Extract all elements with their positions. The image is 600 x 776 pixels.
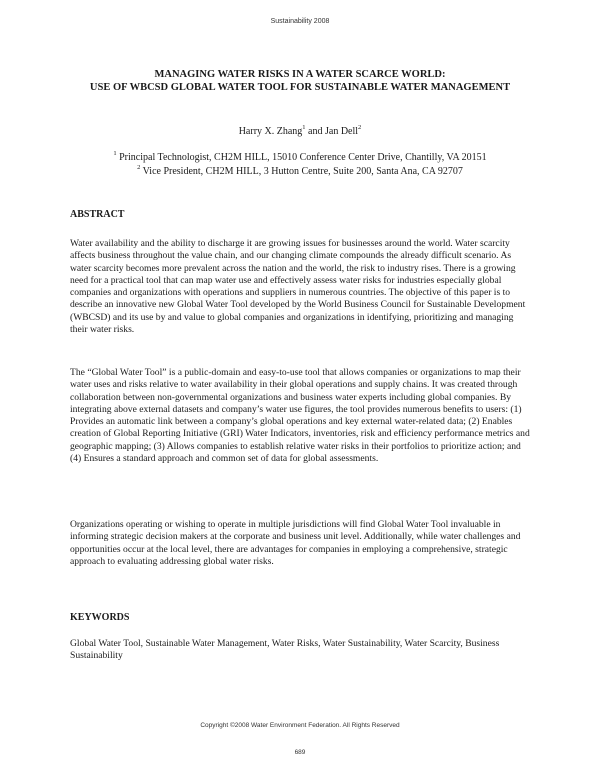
paper-title (70, 68, 530, 94)
keywords-heading: KEYWORDS (70, 612, 130, 623)
abstract-paragraph-3: Organizations operating or wishing to operate in multiple jurisdictions will find Global Water Tool invaluable in informing strategic decision makers at the corporate and business unit level. Additionally, while water challenges and opportunities occur at the local level, there are advantages for companies in employing a comprehensive, strategic approach to evaluating addressing global water risks. (70, 519, 521, 567)
copyright-footer: Copyright ©2008 Water Environment Federation. All Rights Reserved (200, 722, 400, 729)
affiliation-1-superscript: 1 (113, 150, 117, 157)
paper-title-line1: MANAGING WATER RISKS IN A WATER SCARCE WORLD: (154, 69, 446, 80)
affiliation-2-text: Vice President, CH2M HILL, 3 Hutton Centre, Suite 200, Santa Ana, CA 92707 (140, 166, 463, 177)
abstract-paragraph-1: Water availability and the ability to discharge it are growing issues for businesses around the world. Water scarcity affects business throughout the value chain, and our changing climate compounds the already difficult scenario. As water scarcity becomes more prevalent across the nation and the world, the risk to industry rises. There is a growing need for a practical tool that can map water use and effectively assess water risks for industries especially global companies and organizations with operations and suppliers in numerous countries. The objective of this paper is to describe an innovative new Global Water Tool developed by the World Business Council for Sustainable Development (WBCSD) and its use by and value to global companies and organizations in identifying, prioritizing and managing their water risks. (70, 238, 526, 336)
page-number: 689 (294, 749, 306, 756)
affiliation-1-text: Principal Technologist, CH2M HILL, 15010 Conference Center Drive, Chantilly, VA 20151 (116, 152, 487, 163)
paper-title-line2: USE OF WBCSD GLOBAL WATER TOOL FOR SUSTAINABLE WATER MANAGEMENT (89, 82, 511, 93)
affiliation-2 (0, 166, 600, 177)
author-line (0, 126, 600, 137)
abstract-paragraph-2: The “Global Water Tool” is a public-domain and easy-to-use tool that allows companies or organizations to map their water uses and risks relative to water availability in their global operations and supply chains. It was created through collaboration between non-governmental organizations and business water experts including global companies. By integrating above external datasets and company’s water use figures, the tool provides numerous benefits to users: (1) Provides an automatic link between a company’s global operations and key external water-related data; (2) Enables creation of Global Reporting Initiative (GRI) Water Indicators, inventories, risk and efficiency performance metrics and geographic mapping; (3) Allows companies to establish relative water risks in their portfolios to prioritize action; and (4) Ensures a standard approach and common set of data for global assessments. (70, 367, 530, 465)
author-name-1: Harry X. Zhang (238, 126, 303, 137)
author-1-superscript: 1 (302, 124, 306, 131)
author-2-superscript: 2 (358, 124, 362, 131)
affiliation-2-superscript: 2 (137, 164, 141, 171)
author-name-2: Jan Dell (325, 126, 359, 137)
keywords-text: Global Water Tool, Sustainable Water Management, Water Risks, Water Sustainability, Water Scarcity, Business Sustainability (70, 638, 500, 662)
author-conjunction: and (305, 126, 325, 137)
running-header: Sustainability 2008 (270, 18, 330, 25)
affiliation-1 (0, 152, 600, 163)
abstract-heading: ABSTRACT (70, 209, 125, 220)
